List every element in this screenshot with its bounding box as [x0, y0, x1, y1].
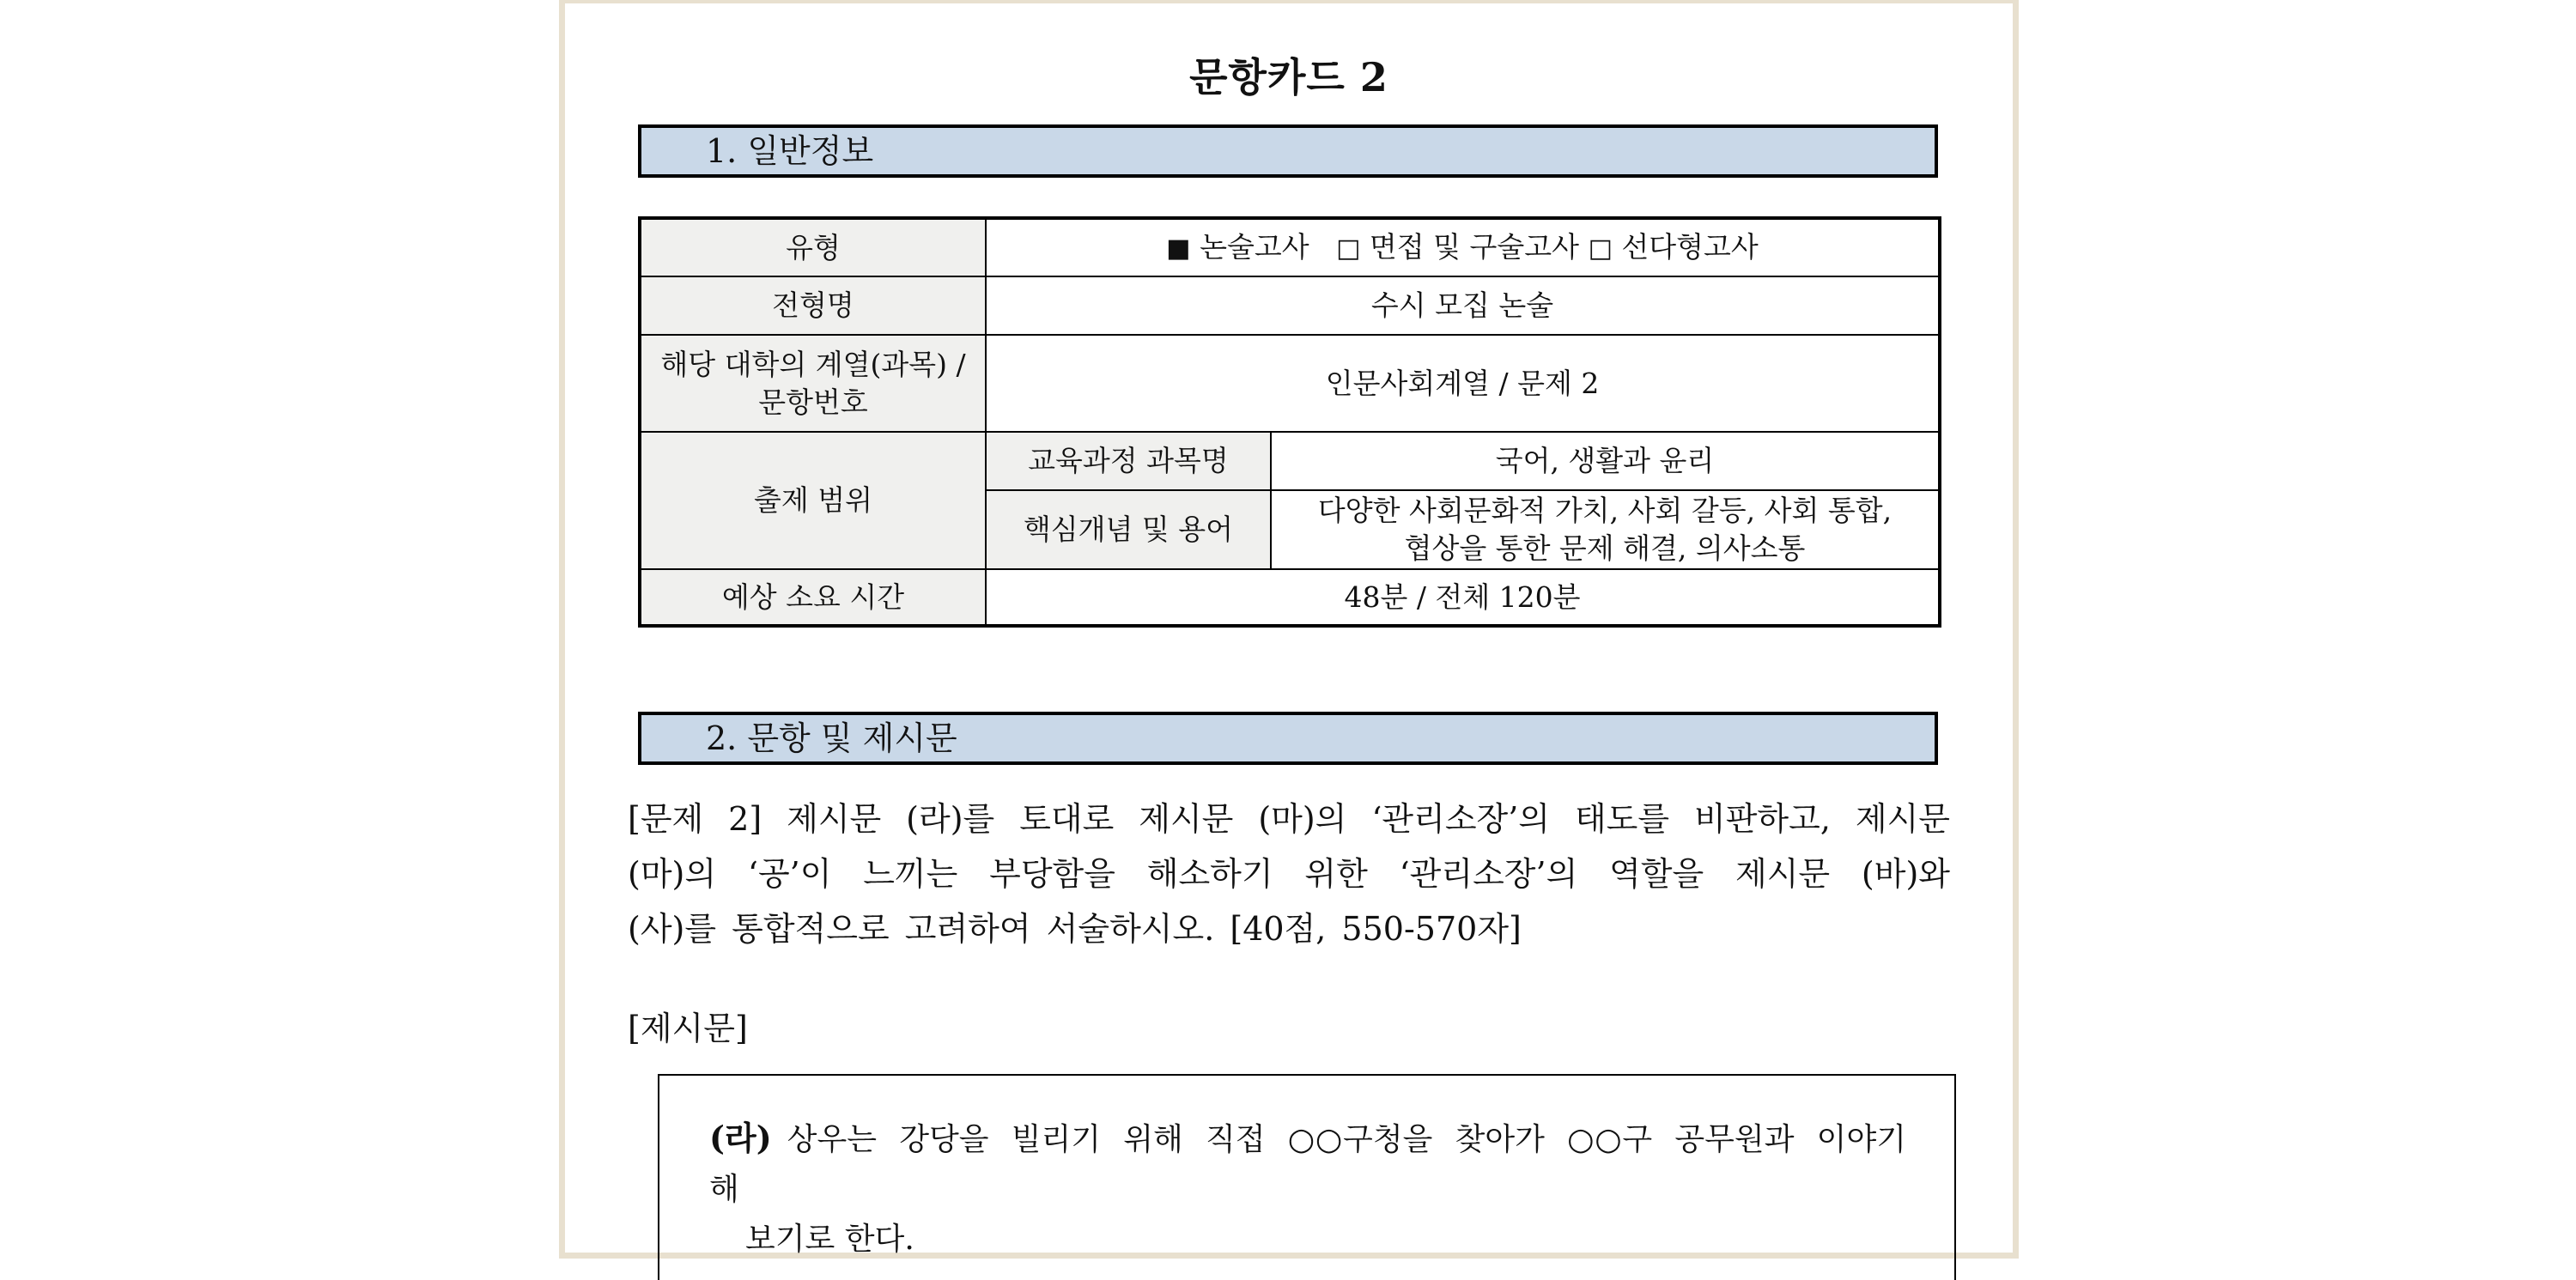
checked-box-icon: ■ — [1166, 233, 1191, 264]
time-value: 48분 / 전체 120분 — [986, 569, 1940, 626]
table-row — [640, 335, 1940, 432]
table-row — [640, 218, 1940, 276]
passages-label: [제시문] — [628, 1010, 748, 1047]
unchecked-box-icon: □ — [1588, 233, 1613, 264]
page-title: 문항카드 2 — [1189, 54, 1388, 100]
section-general-info-header: 1. 일반정보 — [638, 124, 1938, 178]
type-value — [986, 218, 1940, 276]
prompt-line-2: (마)의 ‘공’이 느끼는 부당함을 해소하기 위한 ‘관리소장’의 역할을 제시문 (바)와 — [628, 855, 1950, 893]
passage-line-1-text: 상우는 강당을 빌리기 위해 직접 ○○구청을 찾아가 ○○구 공무원과 이야기해 — [709, 1122, 1906, 1207]
admission-label: 전형명 — [640, 276, 986, 335]
question-prompt — [628, 792, 1950, 956]
subject-label: 교육과정 과목명 — [986, 432, 1271, 490]
table-row — [640, 276, 1940, 335]
subject-value: 국어, 생활과 윤리 — [1271, 432, 1940, 490]
prompt-line-1: [문제 2] 제시문 (라)를 토대로 제시문 (마)의 ‘관리소장’의 태도를 비판하고, 제시문 — [628, 800, 1950, 838]
concept-label: 핵심개념 및 용어 — [986, 490, 1271, 569]
unchecked-box-icon: □ — [1336, 233, 1361, 264]
passage-line-2: 보기로 한다. — [745, 1222, 914, 1257]
table-row — [640, 432, 1940, 490]
passage-box — [658, 1074, 1956, 1280]
admission-value: 수시 모집 논술 — [986, 276, 1940, 335]
section-question-header: 2. 문항 및 제시문 — [638, 712, 1938, 765]
type-option-essay: 논술고사 — [1200, 229, 1309, 264]
passage-marker: (라) — [709, 1119, 772, 1157]
concept-value — [1271, 490, 1940, 569]
scope-label: 출제 범위 — [640, 432, 986, 569]
passage-text — [709, 1113, 1906, 1265]
document-page — [559, 0, 2019, 1259]
type-option-interview: 면접 및 구술고사 — [1369, 229, 1580, 264]
dept-label — [640, 335, 986, 432]
general-info-table — [638, 216, 1941, 628]
type-option-multiple-choice: 선다형고사 — [1621, 229, 1759, 264]
concept-value-line1: 다양한 사회문화적 가치, 사회 갈등, 사회 통합, — [1317, 494, 1893, 527]
type-label: 유형 — [640, 218, 986, 276]
dept-label-line1: 해당 대학의 계열(과목) / — [660, 347, 966, 381]
dept-label-line2: 문항번호 — [758, 385, 868, 419]
time-label: 예상 소요 시간 — [640, 569, 986, 626]
dept-value: 인문사회계열 / 문제 2 — [986, 335, 1940, 432]
passage-line-1 — [709, 1113, 1906, 1215]
table-row — [640, 569, 1940, 626]
concept-value-line2: 협상을 통한 문제 해결, 의사소통 — [1404, 531, 1806, 565]
prompt-line-3: (사)를 통합적으로 고려하여 서술하시오. [40점, 550-570자] — [628, 910, 1522, 948]
